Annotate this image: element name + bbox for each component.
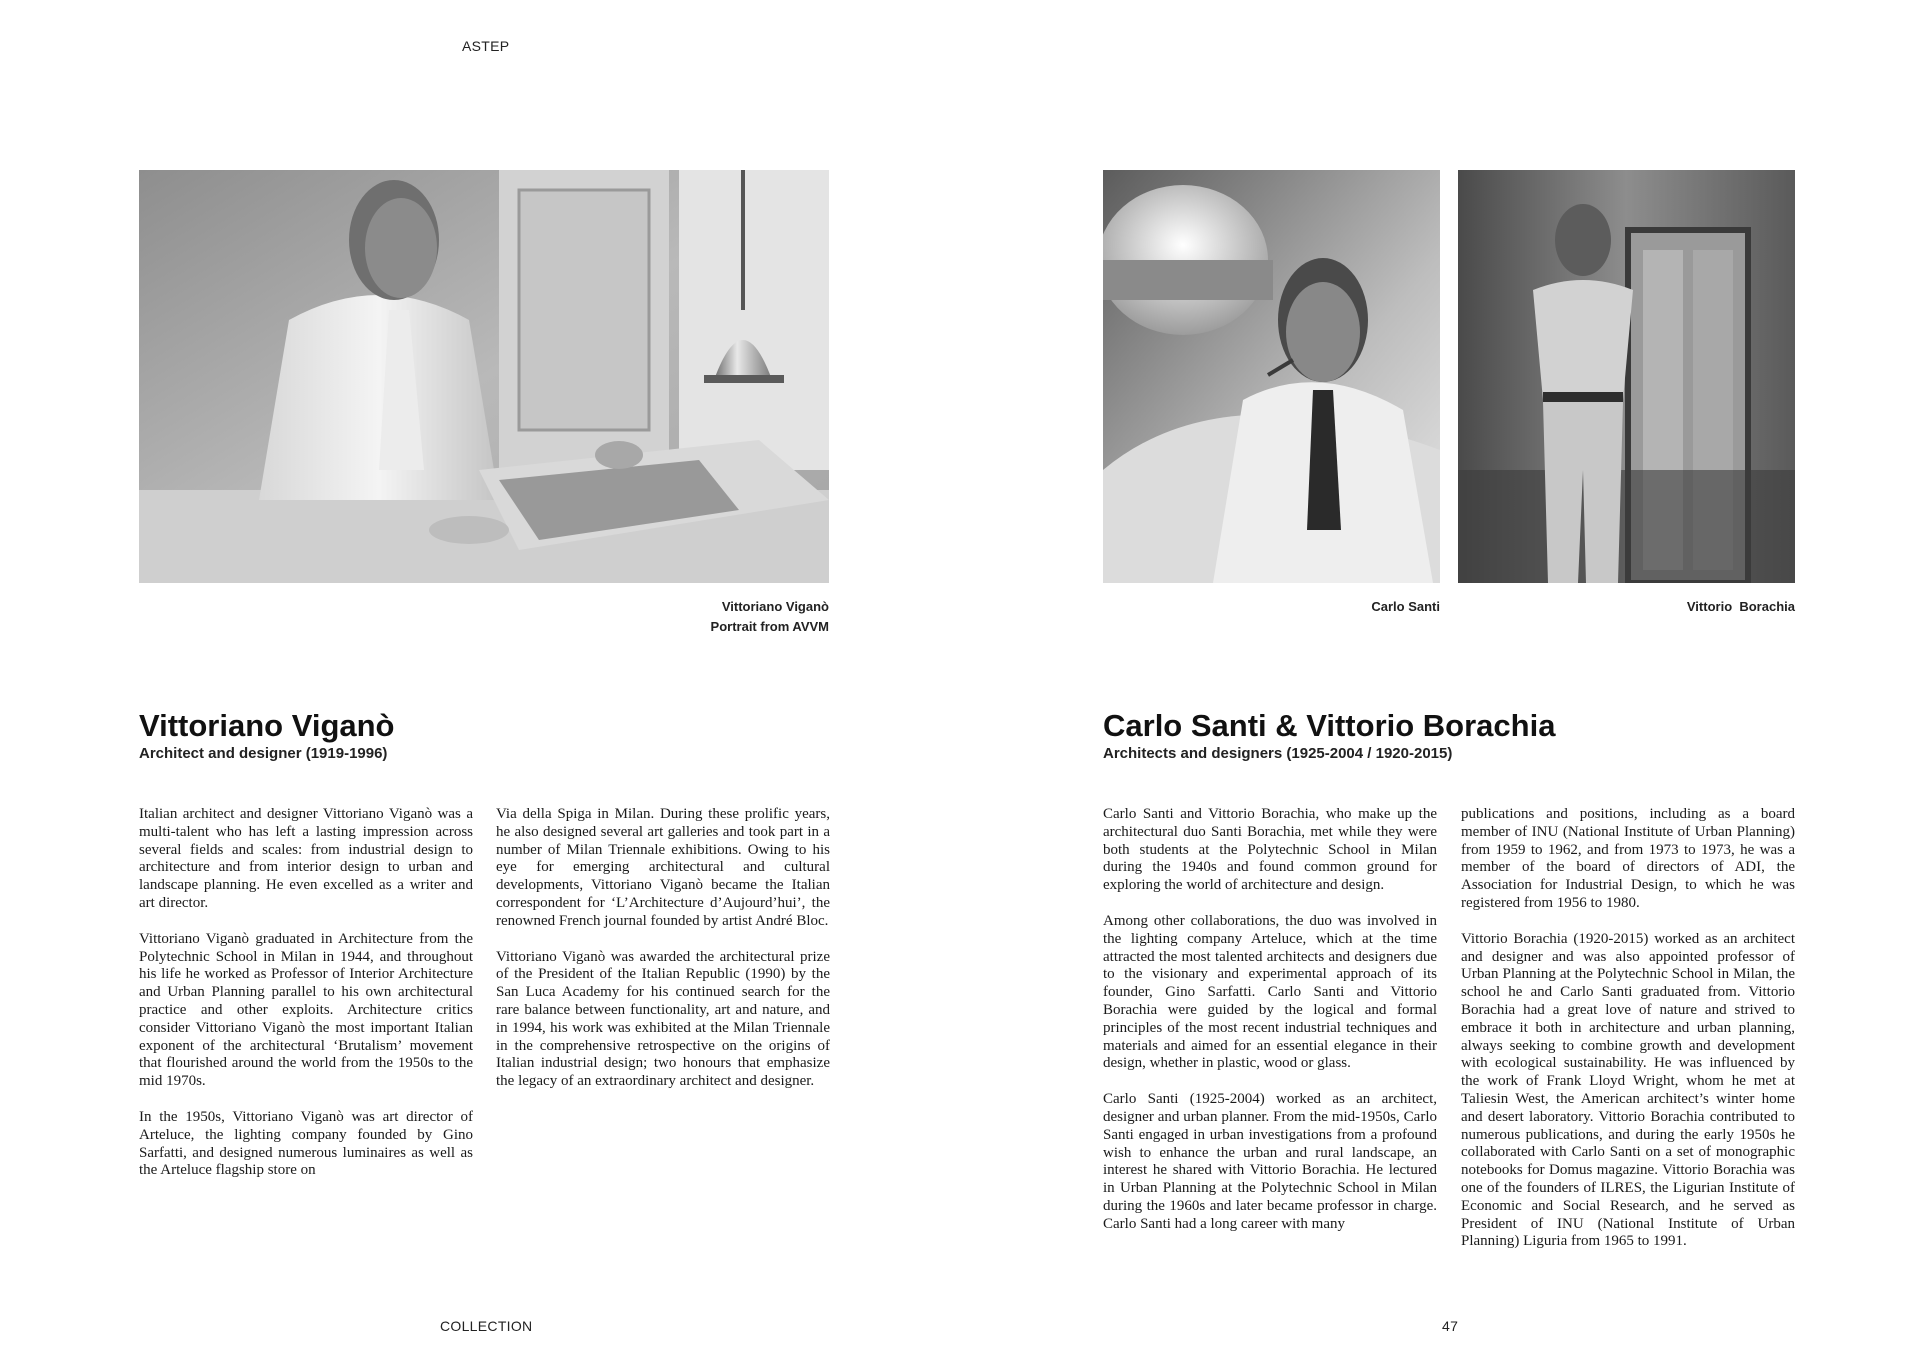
person-subtitle-vigano: Architect and designer (1919-1996) [139, 745, 388, 762]
paragraph: Among other collaborations, the duo was involved in the lighting company Arteluce, which at the time attracted the most talented architects and designers due to the visionary and experimental approach of its founder, Gino Sarfatti. Carlo Santi and Vittorio Borachia were guided by the logical and formal principles of the most recent industrial techniques and materials and aimed for an essential elegance in their design, whether in plastic, wood or glass. [1103, 912, 1437, 1072]
paragraph: In the 1950s, Vittoriano Viganò was art director of Arteluce, the lighting company founded by Gino Sarfatti, and designed numerous luminaires as well as the Arteluce flagship store on [139, 1108, 473, 1179]
person-name-santi-borachia: Carlo Santi & Vittorio Borachia [1103, 708, 1556, 743]
santi-portrait-photo [1103, 170, 1440, 583]
vigano-text-column-1 [139, 806, 473, 1198]
paragraph: Via della Spiga in Milan. During these prolific years, he also designed several art galleries and took part in a number of Milan Triennale exhibitions. Owing to his eye for emerging architectural and cultural developments, Vittoriano Viganò became the Italian correspondent for ‘L’Architecture d’Aujourd’hui’, the renowned French journal founded by artist André Bloc. [496, 806, 830, 929]
paragraph: Vittoriano Viganò graduated in Architecture from the Polytechnic School in Milan in 1944, and throughout his life he worked as Professor of Interior Architecture and Urban Planning parallel to his own architectural practice and other exploits. Architecture critics consider Vittoriano Viganò the most important Italian exponent of the architectural ‘Brutalism’ movement that flourished around the world from the 1950s to the mid 1970s. [139, 930, 473, 1090]
vigano-portrait-photo [139, 170, 829, 583]
running-title: ASTEP [462, 38, 510, 54]
paragraph: Carlo Santi and Vittorio Borachia, who make up the architectural duo Santi Borachia, met while they were both students at the Polytechnic School in Milan during the 1940s and found common ground for exploring the world of architecture and design. [1103, 806, 1437, 894]
paragraph: Vittorio Borachia (1920-2015) worked as an architect and designer and was also appointed professor of Urban Planning at the Polytechnic School in Milan, the school he and Carlo Santi graduated from. Vittorio Borachia had a great love of nature and strived to embrace it both in architecture and urban planning, always seeking to combine growth and development with ecological sustainability. He was influenced by the work of Frank Lloyd Wright, whom he met at Taliesin West, the American architect’s winter home and desert laboratory. Vittorio Borachia contributed to numerous publications, and during the early 1950s he collaborated with Carlo Santi on a set of monographic notebooks for Domus magazine. Vittorio Borachia was one of the founders of ILRES, the Ligurian Institute of Economic and Social Research, and he served as President of INU (National Institute of Urban Planning) Liguria from 1965 to 1991. [1461, 930, 1795, 1250]
vigano-photo-caption [640, 597, 829, 637]
person-name-vigano: Vittoriano Viganò [139, 708, 395, 743]
paragraph: Vittoriano Viganò was awarded the architectural prize of the President of the Italian Republic (1990) by the San Luca Academy for his continued search for the rare balance between functionality, art and nature, and in 1994, his work was exhibited at the Milan Triennale in the comprehensive retrospective on the origins of Italian industrial design; two honours that emphasize the legacy of an extraordinary architect and designer. [496, 948, 830, 1090]
borachia-portrait-photo [1458, 170, 1795, 583]
caption-source: Portrait from AVVM [710, 619, 829, 634]
page-number: 47 [1442, 1318, 1459, 1334]
santi-borachia-text-column-1 [1103, 806, 1437, 1252]
santi-photo-caption: Carlo Santi [1371, 599, 1440, 614]
paragraph: Italian architect and designer Vittoriano Viganò was a multi-talent who has left a lasting impression across several fields and scales: from industrial design to architecture and from interior design to urban and landscape planning. He even excelled as a writer and art director. [139, 806, 473, 911]
paragraph: publications and positions, including as a board member of INU (National Institute of Urban Planning) from 1959 to 1962, and from 1973 to 1973, he was a member of the board of directors of ADI, the Association for Industrial Design, to which he was registered from 1956 to 1980. [1461, 806, 1795, 911]
borachia-photo-caption: Vittorio Borachia [1686, 599, 1795, 614]
santi-borachia-text-column-2 [1461, 806, 1795, 1269]
footer-section-label: COLLECTION [440, 1318, 533, 1334]
vigano-text-column-2 [496, 806, 830, 1109]
paragraph: Carlo Santi (1925-2004) worked as an architect, designer and urban planner. From the mid-1950s, Carlo Santi engaged in urban investigations from a profound wish to enhance the urban and rural landscape, an interest he shared with Vittorio Borachia. He lectured in Urban Planning at the Polytechnic School in Milan during the 1960s and later became professor in charge. Carlo Santi had a long career with many [1103, 1091, 1437, 1232]
caption-name: Vittoriano Viganò [721, 599, 829, 614]
person-subtitle-santi-borachia: Architects and designers (1925-2004 / 1920-2015) [1103, 745, 1453, 762]
